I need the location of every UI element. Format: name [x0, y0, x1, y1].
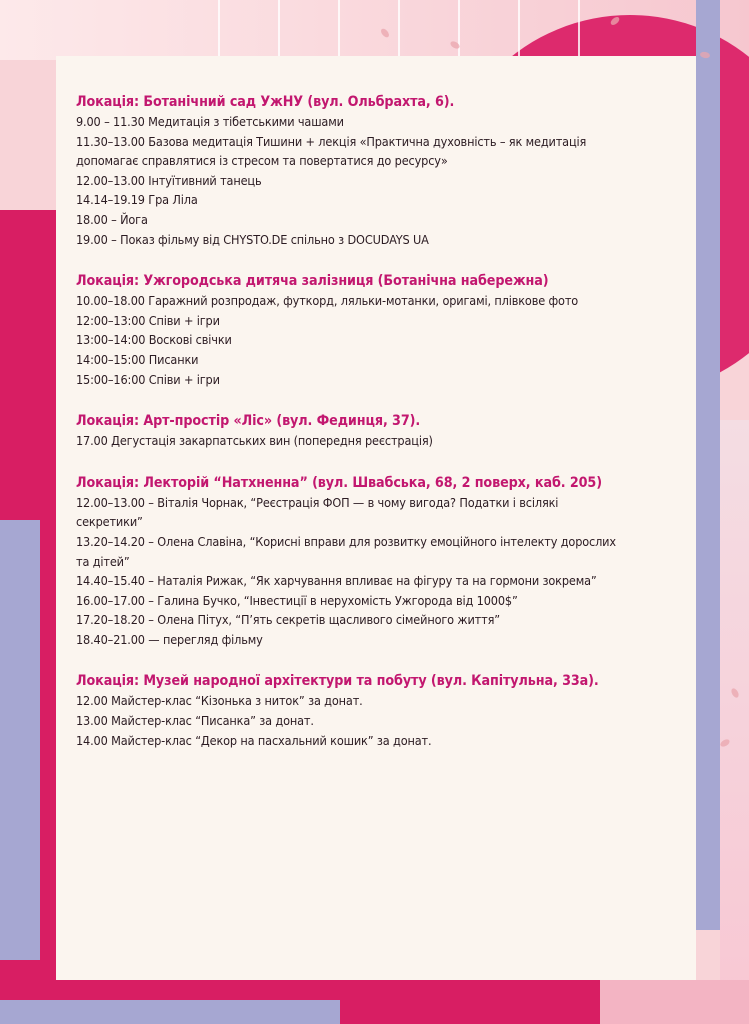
location-title: Локація: Лекторій “Натхненна” (вул. Швабська, 68, 2 поверх, каб. 205) [76, 474, 602, 491]
schedule-item: секретики” [76, 514, 143, 530]
right-pale-pink [720, 420, 749, 1024]
schedule-item: 14.14–19.19 Гра Ліла [76, 192, 198, 208]
section-lectorium [76, 473, 676, 650]
schedule-item: 14:00–15:00 Писанки [76, 351, 199, 367]
schedule-item: 19.00 – Показ фільму від CHYSTO.DE спільно з DOCUDAYS UA [76, 231, 429, 247]
location-title: Локація: Ужгородська дитяча залізниця (Ботанічна набережна) [76, 273, 549, 290]
schedule-item: 13.00 Майстер-клас “Писанка” за донат. [76, 713, 314, 729]
schedule-item: 14.40–15.40 – Наталія Рижак, “Як харчування впливає на фігуру та на гормони зокрема” [76, 573, 597, 589]
schedule-item: 13.20–14.20 – Олена Славіна, “Корисні вправи для розвитку емоційного інтелекту дорослих [76, 533, 616, 549]
section-childrens-railway [76, 271, 676, 389]
schedule-item: 12.00 Майстер-клас “Кізонька з ниток” за донат. [76, 693, 363, 709]
schedule-item: 15:00–16:00 Співи + ігри [76, 371, 220, 387]
schedule-item: 12:00–13:00 Співи + ігри [76, 312, 220, 328]
right-lavender-stripe [696, 0, 720, 930]
bottom-lavender-band [0, 1000, 340, 1024]
schedule-item: 17.00 Дегустація закарпатських вин (попередня реєстрація) [76, 433, 433, 449]
schedule-item: 12.00–13.00 – Віталія Чорнак, “Реєстрація ФОП — в чому вигода? Податки і всілякі [76, 494, 559, 510]
left-lavender-block [0, 520, 40, 1024]
schedule-item: 12.00–13.00 Інтуїтивний танець [76, 172, 262, 188]
schedule-item: 14.00 Майстер-клас “Декор на пасхальний кошик” за донат. [76, 732, 432, 748]
bottom-right-pink [600, 980, 749, 1024]
schedule-item: 10.00–18.00 Гаражний розпродаж, футкорд, ляльки-мотанки, оригамі, плівкове фото [76, 293, 579, 309]
schedule-item: 16.00–17.00 – Галина Бучко, “Інвестиції в нерухомість Ужгорода від 1000$” [76, 592, 518, 608]
schedule-item: 13:00–14:00 Воскові свічки [76, 332, 232, 348]
schedule-content [76, 92, 676, 772]
location-title: Локація: Арт-простір «Ліс» (вул. Фединця, 37). [76, 413, 421, 430]
schedule-item: допомагає справлятися із стресом та повертатися до ресурсу» [76, 153, 448, 169]
schedule-item: 18.40–21.00 — перегляд фільму [76, 631, 263, 647]
schedule-item: та дітей” [76, 553, 130, 569]
schedule-item: 18.00 – Йога [76, 211, 148, 227]
schedule-item: 9.00 – 11.30 Медитація з тібетськими чашами [76, 114, 344, 129]
section-art-space-lis [76, 411, 676, 451]
schedule-item: 11.30–13.00 Базова медитація Тишини + лекція «Практична духовність – як медитація [76, 133, 587, 149]
location-title: Локація: Ботанічний сад УжНУ (вул. Ольбрахта, 6). [76, 94, 455, 110]
section-botanical-garden [76, 92, 676, 249]
schedule-item: 17.20–18.20 – Олена Пітух, “П’ять секретів щасливого сімейного життя” [76, 612, 500, 628]
section-folk-museum [76, 671, 676, 750]
location-title: Локація: Музей народної архітектури та побуту (вул. Капітульна, 33а). [76, 673, 599, 690]
